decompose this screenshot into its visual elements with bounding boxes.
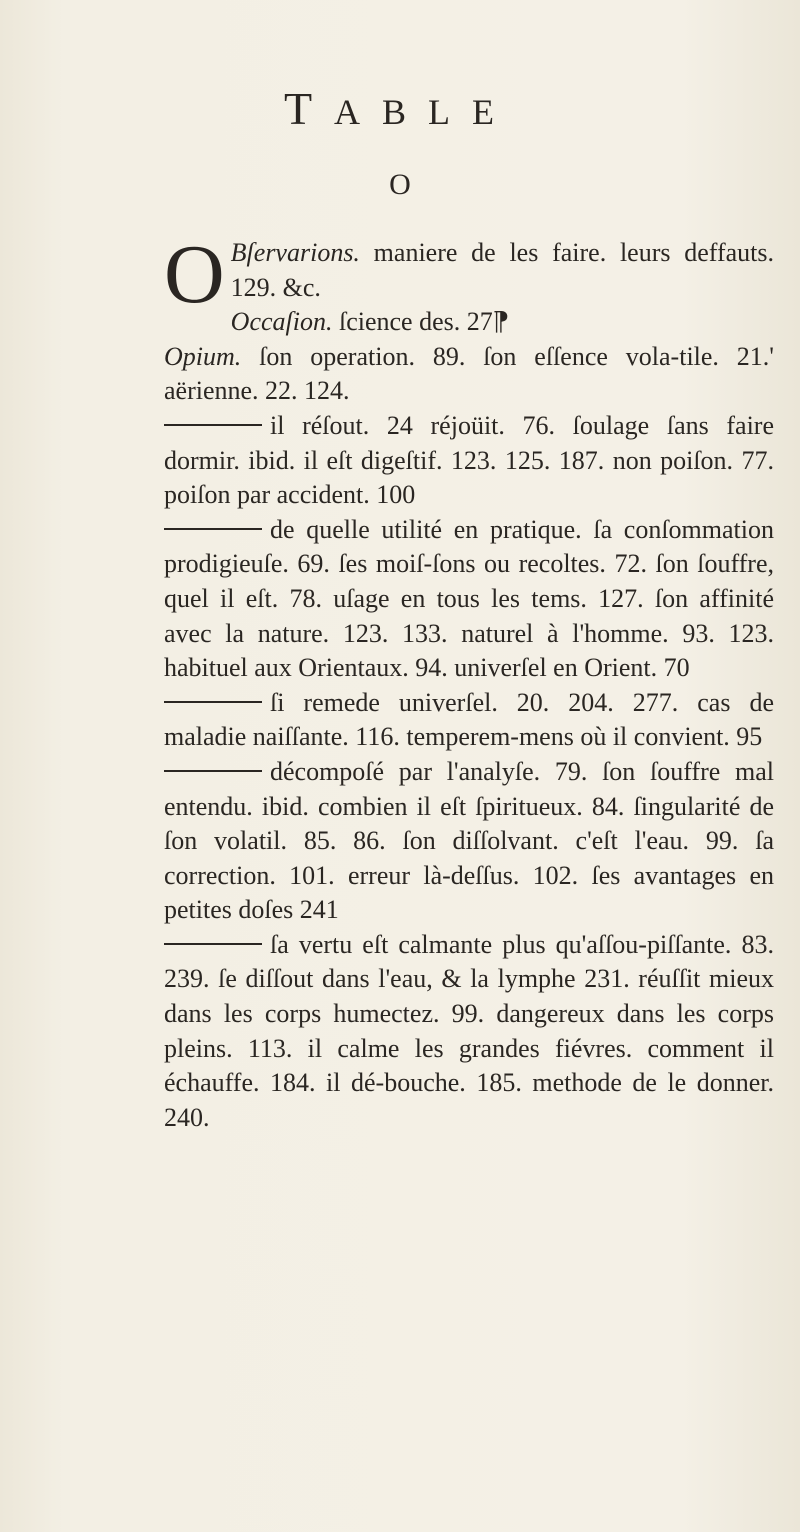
index-entry [164, 340, 774, 409]
entry-text: ſa vertu eſt calmante plus qu'aſſou-piſſante. 83. 239. ſe diſſout dans l'eau, & la lymphe 231. réuſſit mieux dans les corps humectez. 99. dangereux dans les corps pleins. 113. il calme les grandes fiévres. comment il échauffe. 184. il dé-bouche. 185. methode de le donner. 240. [164, 929, 774, 1132]
index-entry [164, 686, 774, 755]
drop-cap: O [164, 228, 225, 321]
index-entry [164, 513, 774, 686]
entry-head: Bſervarions. [230, 238, 360, 267]
index-entries [164, 228, 774, 1135]
header-rest: ABLE [334, 92, 517, 132]
index-entry [164, 409, 774, 513]
index-entry [164, 755, 774, 928]
section-letter: O [389, 168, 411, 201]
ditto-dash [164, 943, 262, 945]
ditto-dash [164, 424, 262, 426]
ditto-dash [164, 770, 262, 772]
entry-text: ſon operation. 89. ſon eſſence vola-tile. 21.' aërienne. 22. 124. [164, 341, 774, 406]
page-header [0, 82, 800, 135]
entry-head: Occaſion. [230, 307, 333, 337]
entry-text: de quelle utilité en pratique. ſa conſommation prodigieuſe. 69. ſes moiſ-ſons ou recoltes. 72. ſon ſouffre, quel il eſt. 78. uſage en tous les tems. 127. ſon affinité avec la nature. 123. 133. naturel à l'homme. 93. 123. habituel aux Orientaux. 94. univerſel en Orient. 70 [164, 514, 774, 683]
index-entry [164, 228, 774, 321]
entry-head: Opium. [164, 341, 242, 371]
index-entry [164, 305, 774, 340]
entry-text: il réſout. 24 réjoüit. 76. ſoulage ſans faire dormir. ibid. il eſt digeſtif. 123. 125. 187. non poiſon. 77. poiſon par accident. 100 [164, 410, 774, 510]
entry-text: maniere de les faire. leurs deffauts. 129. &c. [230, 238, 774, 302]
header-initial: T [283, 83, 335, 134]
ditto-dash [164, 528, 262, 530]
ditto-dash [164, 701, 262, 703]
entry-text: ſcience des. 27⁋ [332, 307, 510, 337]
entry-text: décompoſé par l'analyſe. 79. ſon ſouffre mal entendu. ibid. combien il eſt ſpiritueux. 84. ſingularité de ſon volatil. 85. 86. ſon diſſolvant. c'eſt l'eau. 99. ſa correction. 101. erreur là-deſſus. 102. ſes avantages en petites doſes 241 [164, 756, 774, 925]
entry-text: ſi remede univerſel. 20. 204. 277. cas de maladie naiſſante. 116. temperem-mens où il convient. 95 [164, 687, 774, 752]
index-entry [164, 928, 774, 1136]
